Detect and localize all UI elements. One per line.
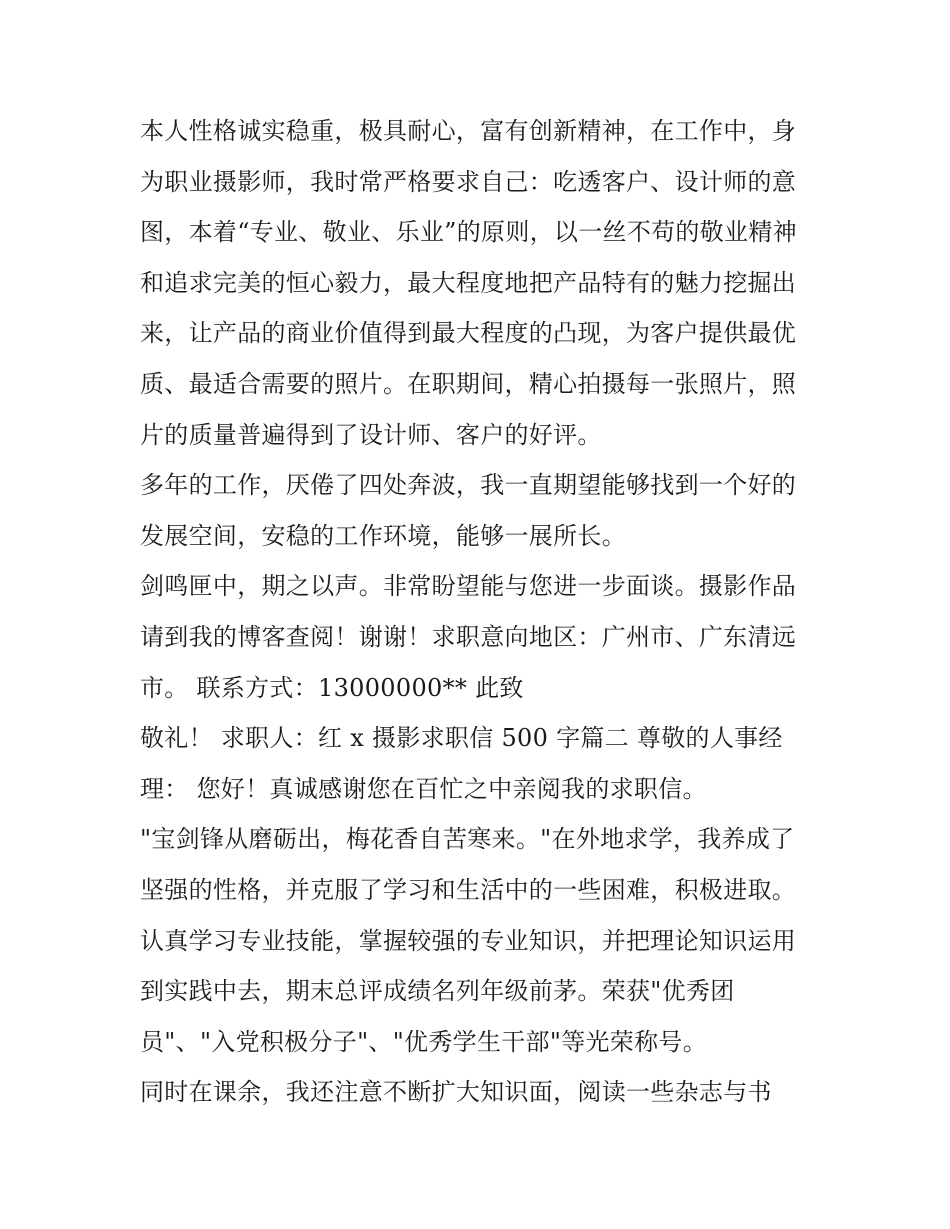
text-line: "宝剑锋从磨砺出，梅花香自苦寒来。"在外地求学，我养成了 [140, 825, 795, 854]
text-line: 和追求完美的恒心毅力，最大程度地把产品特有的魅力挖掘出 [140, 268, 797, 297]
text-line: 同时在课余，我还注意不断扩大知识面，阅读一些杂志与书 [140, 1078, 772, 1107]
text-line: 质、最适合需要的照片。在职期间，精心拍摄每一张照片，照 [140, 369, 797, 398]
text-line: 剑鸣匣中，期之以声。非常盼望能与您进一步面谈。摄影作品 [140, 572, 797, 601]
text-line: 市。 联系方式：13000000** 此致 [140, 673, 524, 702]
text-line: 图，本着“专业、敬业、乐业”的原则，以一丝不苟的敬业精神 [140, 218, 797, 247]
text-line: 员"、"入党积极分子"、"优秀学生干部"等光荣称号。 [140, 1027, 707, 1056]
text-line: 坚强的性格，并克服了学习和生活中的一些困难，积极进取。 [140, 875, 797, 904]
body-text [140, 106, 820, 1118]
text-line: 来，让产品的商业价值得到最大程度的凸现，为客户提供最优 [140, 319, 797, 348]
text-line: 理： 您好！真诚感谢您在百忙之中亲阅我的求职信。 [140, 774, 707, 803]
text-line: 请到我的博客查阅！谢谢！求职意向地区：广州市、广东清远 [140, 622, 797, 651]
text-line: 敬礼！ 求职人：红 x 摄影求职信 500 字篇二 尊敬的人事经 [140, 724, 783, 753]
text-line: 本人性格诚实稳重，极具耐心，富有创新精神，在工作中，身 [140, 117, 797, 145]
text-line: 发展空间，安稳的工作环境，能够一展所长。 [140, 521, 626, 550]
text-line: 片的质量普遍得到了设计师、客户的好评。 [140, 420, 602, 449]
text-line: 到实践中去，期末总评成绩名列年级前茅。荣获"优秀团 [140, 977, 735, 1006]
text-line: 认真学习专业技能，掌握较强的专业知识，并把理论知识运用 [140, 926, 797, 955]
text-line: 为职业摄影师，我时常严格要求自己：吃透客户、设计师的意 [140, 167, 797, 196]
text-line: 多年的工作，厌倦了四处奔波，我一直期望能够找到一个好的 [140, 471, 797, 500]
